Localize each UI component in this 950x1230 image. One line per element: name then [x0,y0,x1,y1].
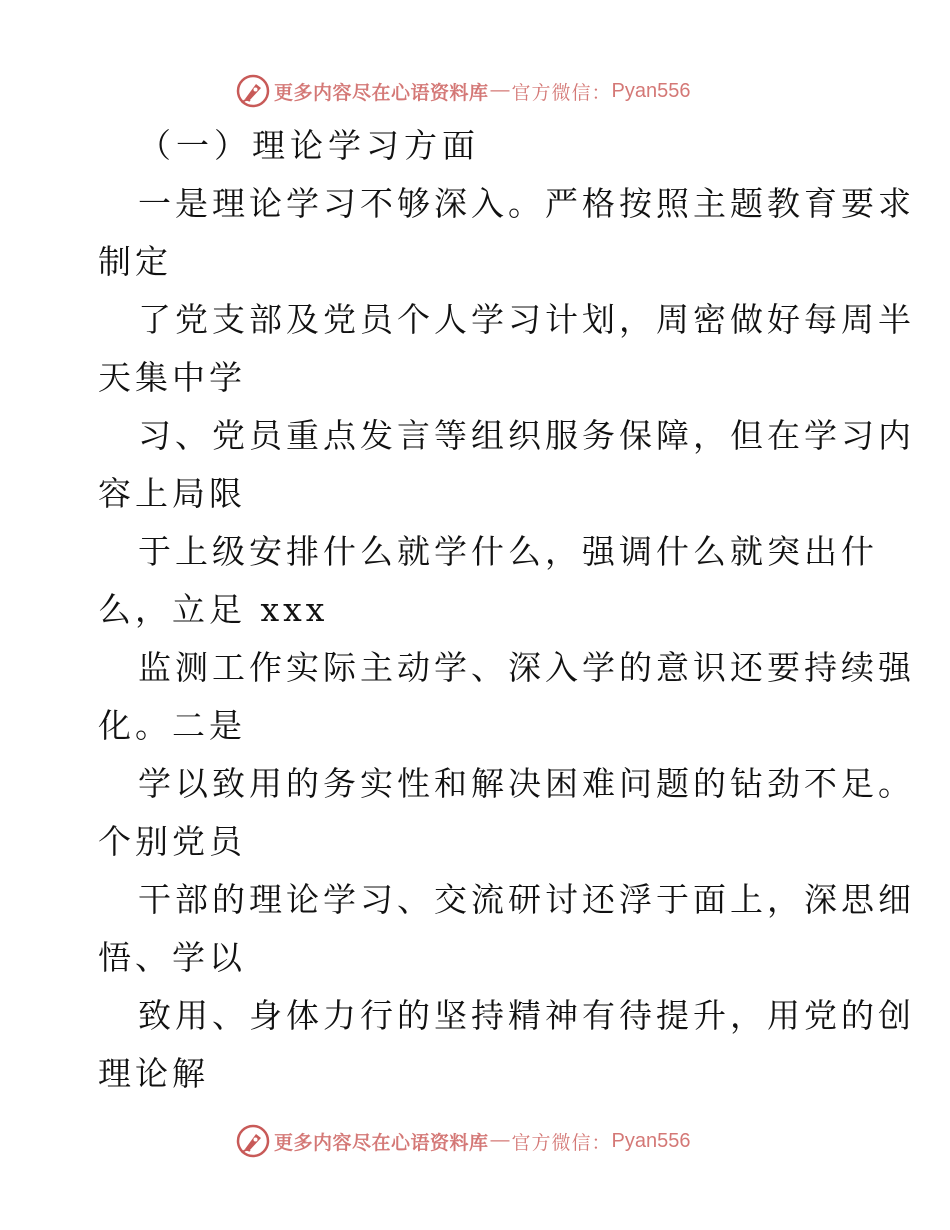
watermark-site-text: 更多内容尽在心语资料库 [274,81,489,104]
text-line: 致用、身体力行的坚持精神有待提升，用党的创 [138,996,915,1035]
text-line: 学以致用的务实性和解决困难问题的钻劲不足。 [138,764,915,803]
watermark-wechat-label: 官方微信： [511,81,612,104]
text-line: 悟、学以 [98,938,246,977]
text-line: 干部的理论学习、交流研讨还浮于面上，深思细 [138,880,915,919]
text-line: 么，立足 xxx [98,590,329,629]
text-line: 了党支部及党员个人学习计划，周密做好每周半 [138,300,915,339]
text-line: 容上局限 [98,474,246,513]
text-line: 习、党员重点发言等组织服务保障，但在学习内 [138,416,915,455]
header-watermark [236,74,691,108]
watermark-site-text: 更多内容尽在心语资料库 [274,1131,489,1154]
text-line: 制定 [98,242,172,281]
text-line: 监测工作实际主动学、深入学的意识还要持续强 [138,648,915,687]
watermark-wechat-id: Pyan556 [611,1129,691,1152]
watermark-separator: — [490,80,510,101]
section-heading: （一）理论学习方面 [138,126,480,165]
watermark-wechat-label: 官方微信： [511,1131,612,1154]
text-line: 个别党员 [98,822,246,861]
fountain-pen-logo-icon [236,1124,270,1158]
watermark-separator: — [490,1130,510,1151]
text-line: 化。二是 [98,706,246,745]
text-line: 天集中学 [98,358,246,397]
watermark-wechat-id: Pyan556 [611,79,691,102]
fountain-pen-logo-icon [236,74,270,108]
footer-watermark [236,1124,691,1158]
text-line: 于上级安排什么就学什么，强调什么就突出什 [138,532,878,571]
text-line: 一是理论学习不够深入。严格按照主题教育要求 [138,184,915,223]
text-line: 理论解 [98,1054,209,1093]
